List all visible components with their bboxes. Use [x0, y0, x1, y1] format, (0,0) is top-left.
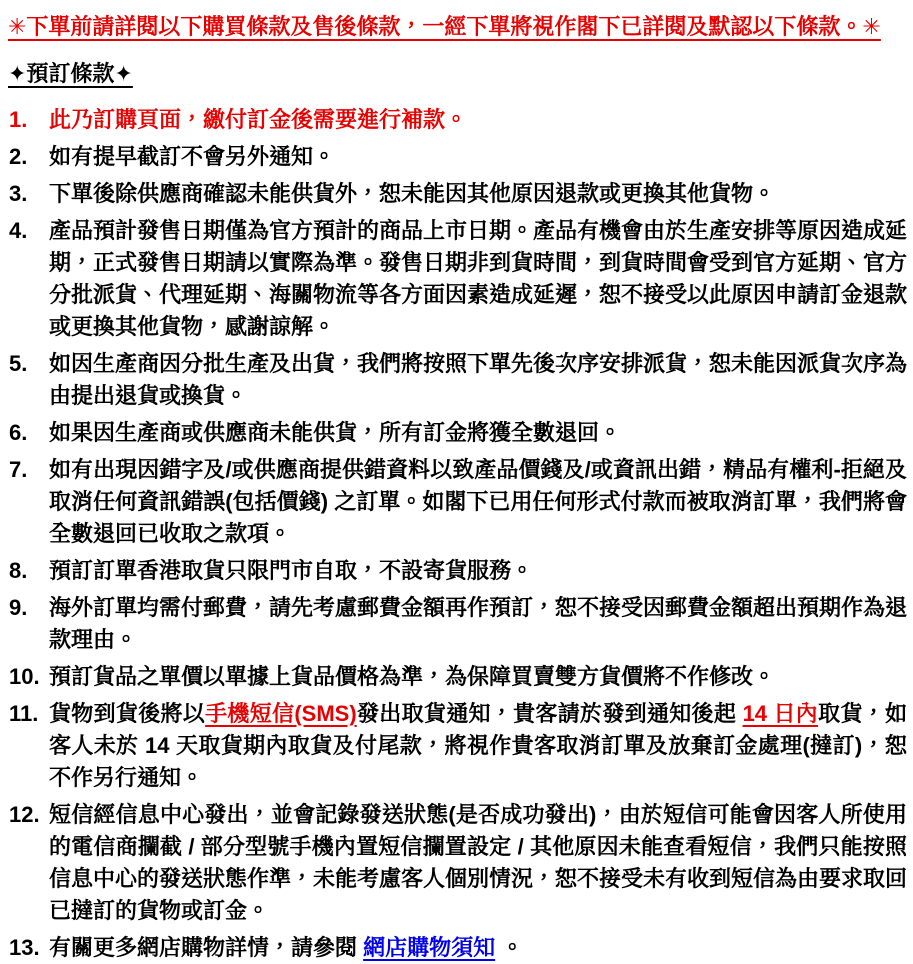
term-text-segment: 短信經信息中心發出，並會記錄發送狀態(是否成功發出)，由於短信可能會因客人所使用的電信商攔截 / 部分型號手機內置短信攔置設定 / 其他原因未能查看短信，我們只能按照信息中心的發送狀態作準，未能考慮客人個別情況，恕不接受未有收到短信為由要求取回已撻訂的貨物或訂金。 [49, 802, 908, 923]
term-text-segment: 預訂貨品之單價以單據上貨品價格為準，為保障買賣雙方貨價將不作修改。 [49, 664, 776, 689]
term-highlight-segment: 此乃訂購頁面，繳付訂金後需要進行補款。 [49, 107, 468, 132]
term-text [49, 420, 621, 445]
term-item [8, 141, 907, 173]
term-text-segment: 發出取貨通知，貴客請於發到通知後起 [356, 701, 743, 726]
term-text [49, 144, 335, 169]
term-number: 2. [9, 144, 28, 169]
term-number: 9. [9, 595, 28, 620]
term-number: 13. [9, 935, 40, 960]
term-number: 1. [9, 107, 28, 132]
term-text-segment: 預訂訂單香港取貨只限門市自取，不設寄貨服務。 [49, 558, 534, 583]
section-title-preorder-terms: ✦預訂條款✦ [8, 61, 133, 86]
term-text-segment: 如因生產商因分批生產及出貨，我們將按照下單先後次序安排派貨，恕未能因派貨次序為由提出退貨或換貨。 [49, 351, 908, 408]
term-text [49, 218, 907, 339]
term-text-segment: 有關更多網店購物詳情，請參閱 [49, 935, 364, 960]
term-text-segment: 。 [495, 935, 524, 960]
store-shopping-guide-link[interactable]: 網店購物須知 [363, 935, 496, 960]
term-number: 10. [9, 664, 40, 689]
term-item [8, 698, 907, 794]
terms-list [8, 104, 907, 964]
term-text [49, 457, 907, 546]
term-number: 8. [9, 558, 28, 583]
term-text-segment: 如有提早截訂不會另外通知。 [49, 144, 336, 169]
term-text [49, 802, 907, 923]
term-text [49, 181, 775, 206]
term-text-segment: 如有出現因錯字及/或供應商提供錯資料以致產品價錢及/或資訊出錯，精品有權利-拒絕及取消任何資訊錯誤(包括價錢) 之訂單。如閣下已用任何形式付款而被取消訂單，我們將會全數退回已收取之款項。 [49, 457, 907, 546]
term-highlight-segment: 手機短信(SMS) [205, 701, 357, 726]
term-number: 12. [9, 802, 40, 827]
term-item [8, 555, 907, 587]
term-text-segment: 如果因生產商或供應商未能供貨，所有訂金將獲全數退回。 [49, 420, 622, 445]
term-item [8, 215, 907, 343]
term-item [8, 104, 907, 136]
term-number: 6. [9, 420, 28, 445]
term-number: 4. [9, 218, 28, 243]
term-number: 11. [9, 701, 39, 726]
purchase-notice-header: ✳︎下單前請詳閱以下購買條款及售後條款，一經下單將視作閣下已詳閱及默認以下條款。✳︎ [8, 14, 881, 39]
term-item [8, 178, 907, 210]
term-text-segment: 取貨，如客人未於 14 天取貨期內取貨及付尾款，將視作貴客取消訂單及放棄訂金處理(撻訂)，恕不作另行通知。 [49, 701, 907, 790]
term-text [49, 351, 907, 408]
term-number: 5. [9, 351, 28, 376]
term-text [49, 664, 775, 689]
term-highlight-segment: 14 日內 [742, 701, 819, 726]
term-item [8, 592, 907, 656]
section-title-row [8, 57, 907, 90]
term-text-segment: 貨物到貨後將以 [49, 701, 206, 726]
term-item [8, 417, 907, 449]
term-item [8, 348, 907, 412]
term-number: 3. [9, 181, 28, 206]
term-text-segment: 海外訂單均需付郵費，請先考慮郵費金額再作預訂，恕不接受因郵費金額超出預期作為退款理由。 [49, 595, 908, 652]
term-item [8, 932, 907, 964]
term-item [8, 454, 907, 550]
term-text [49, 558, 533, 583]
term-text-segment: 下單後除供應商確認未能供貨外，恕未能因其他原因退款或更換其他貨物。 [49, 181, 776, 206]
term-text [49, 107, 467, 132]
term-text [49, 595, 907, 652]
term-number: 7. [9, 457, 28, 482]
term-item [8, 661, 907, 693]
term-text [49, 701, 907, 790]
term-text-segment: 產品預計發售日期僅為官方預計的商品上市日期。產品有機會由於生產安排等原因造成延期，正式發售日期請以實際為準。發售日期非到貨時間，到貨時間會受到官方延期、官方分批派貨、代理延期、海關物流等各方面因素造成延遲，恕不接受以此原因申請訂金退款或更換其他貨物，感謝諒解。 [49, 218, 908, 339]
term-item [8, 799, 907, 927]
